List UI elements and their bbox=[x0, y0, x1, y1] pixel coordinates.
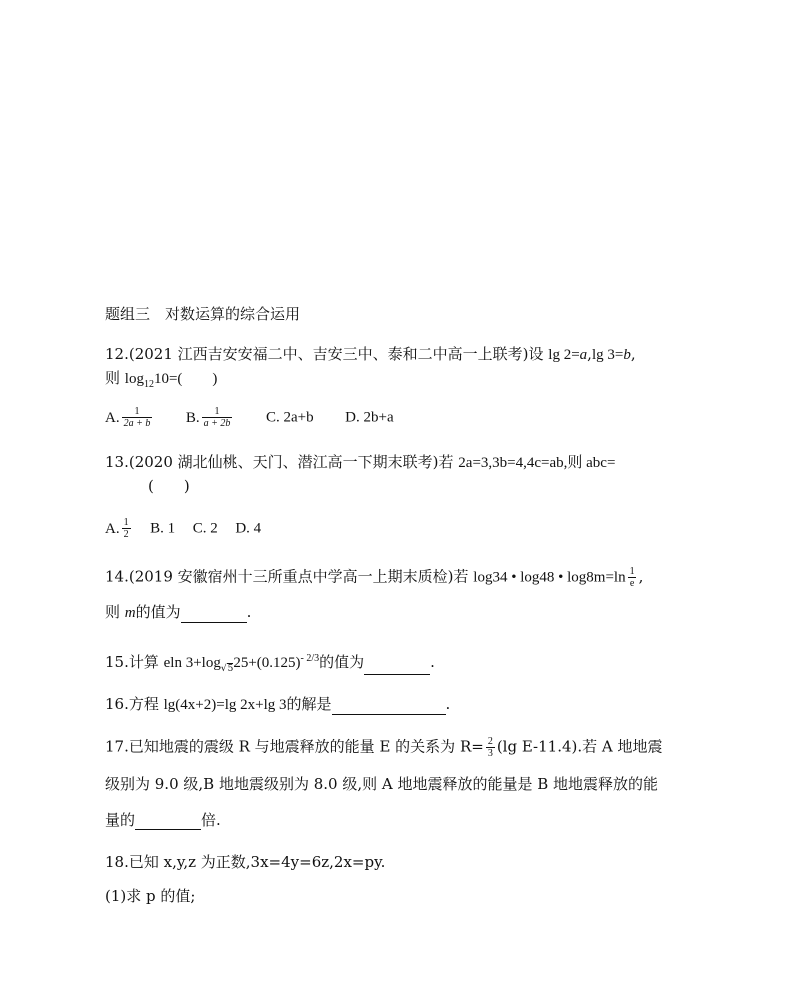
q17-line2: 级别为 9.0 级,B 地地震级别为 8.0 级,则 A 地地震释放的能量是 B 地地震释放的能 bbox=[105, 775, 659, 793]
q15-expr2: 25+(0.125) bbox=[233, 655, 301, 671]
q12-option-a[interactable] bbox=[105, 406, 159, 429]
q12-arg: 10=( ) bbox=[153, 371, 218, 387]
q14-line2-prefix: 则 bbox=[105, 603, 125, 621]
q14-frac-num: 1 bbox=[629, 566, 635, 577]
q12-log: log bbox=[124, 371, 144, 387]
q12-option-a-label: A. bbox=[105, 409, 120, 426]
question-13-options bbox=[105, 517, 261, 540]
q12-lg2: lg 2= bbox=[548, 347, 580, 363]
section-title: 题组三 对数运算的综合运用 bbox=[105, 305, 301, 323]
q17-answer-blank[interactable] bbox=[135, 813, 201, 830]
question-16 bbox=[105, 694, 450, 715]
q13-option-a-fraction bbox=[122, 517, 131, 540]
q13-equation: 2a=3,3b=4,4c=ab,则 abc= bbox=[458, 455, 616, 471]
q12-end: , bbox=[630, 345, 636, 363]
q16-expression: lg(4x+2)=lg 2x+lg 3 bbox=[163, 697, 287, 713]
q13-option-d[interactable]: D. 4 bbox=[235, 520, 262, 537]
q15-answer-blank[interactable] bbox=[364, 658, 430, 675]
q12-a: a bbox=[579, 347, 588, 363]
q14-frac-den: e bbox=[629, 578, 635, 589]
question-12-line1 bbox=[105, 344, 636, 365]
q13-paren: ( ) bbox=[148, 477, 190, 495]
question-17-line2 bbox=[105, 774, 658, 794]
q15-expr1: eln 3+log bbox=[163, 655, 221, 671]
q12-option-b-num: 1 bbox=[214, 406, 220, 417]
q17-line1-b: (lg E-11.4).若 A 地地震 bbox=[496, 737, 663, 756]
q13-prefix: 13.(2020 湖北仙桃、天门、潜江高一下期末联考)若 bbox=[105, 453, 459, 471]
q15-prefix: 15.计算 bbox=[105, 653, 164, 671]
q13-option-a-label: A. bbox=[105, 520, 120, 537]
question-14-line2 bbox=[105, 602, 251, 623]
question-17-line3 bbox=[105, 810, 221, 830]
q12-option-a-num: 1 bbox=[134, 406, 140, 417]
q12-prefix: 12.(2021 江西吉安安福二中、吉安三中、泰和二中高一上联考)设 bbox=[105, 345, 549, 363]
q12-option-b[interactable] bbox=[185, 406, 239, 429]
q15-dot: . bbox=[430, 653, 435, 671]
q18-line2: (1)求 p 的值; bbox=[105, 887, 196, 905]
q13-option-a-den: 2 bbox=[123, 529, 129, 540]
question-18-line2 bbox=[105, 886, 195, 906]
question-17-line1 bbox=[105, 736, 663, 759]
q13-option-c[interactable]: C. 2 bbox=[192, 520, 218, 537]
question-18-line1 bbox=[105, 852, 385, 872]
q14-line2-suffix: 的值为 bbox=[135, 603, 181, 621]
q13-option-b[interactable]: B. 1 bbox=[150, 520, 176, 537]
question-13-line1 bbox=[105, 452, 615, 473]
q14-expression: log34 • log48 • log8m=ln bbox=[473, 569, 626, 586]
q12-comma: , bbox=[587, 345, 592, 363]
q12-option-b-fraction bbox=[202, 406, 233, 429]
question-12-line2 bbox=[105, 368, 217, 391]
q17-frac-num: 2 bbox=[487, 736, 493, 747]
question-13-line2 bbox=[148, 476, 190, 496]
question-12-options bbox=[105, 406, 394, 429]
q16-prefix: 16.方程 bbox=[105, 695, 164, 713]
question-14-line1 bbox=[105, 566, 643, 589]
q16-answer-blank[interactable] bbox=[332, 698, 446, 715]
q17-frac-den: 3 bbox=[487, 748, 493, 759]
q16-suffix: 的解是 bbox=[286, 695, 332, 713]
q12-option-a-den: 2a + b bbox=[123, 418, 151, 429]
q13-option-a-num: 1 bbox=[123, 517, 129, 528]
q14-dot: . bbox=[246, 603, 252, 621]
q14-fraction bbox=[628, 566, 637, 589]
q18-line1: 18.已知 x,y,z 为正数,3x=4y=6z,2x=py. bbox=[105, 853, 386, 871]
q12-option-b-label: B. bbox=[185, 409, 200, 426]
q17-line3-prefix: 量的 bbox=[105, 811, 136, 829]
q12-option-c[interactable]: C. 2a+b bbox=[265, 409, 314, 426]
q12-option-d[interactable]: D. 2b+a bbox=[345, 409, 394, 426]
q14-prefix: 14.(2019 安徽宿州十三所重点中学高一上期末质检)若 bbox=[105, 567, 474, 586]
q14-end: , bbox=[638, 567, 644, 586]
q12-option-b-den: a + 2b bbox=[203, 418, 231, 429]
q17-line1: 17.已知地震的震级 R 与地震释放的能量 E 的关系为 R= bbox=[105, 737, 484, 756]
question-15 bbox=[105, 652, 435, 675]
q15-exponent: - 2/3 bbox=[300, 653, 320, 664]
q12-b: b bbox=[623, 347, 631, 363]
q16-dot: . bbox=[445, 695, 451, 713]
q12-base: 12 bbox=[143, 379, 154, 390]
q17-line3-suffix: 倍. bbox=[201, 811, 221, 829]
q15-sqrt5: √5 bbox=[220, 664, 234, 674]
q14-m: m bbox=[124, 605, 136, 621]
q14-answer-blank[interactable] bbox=[181, 606, 247, 623]
q12-option-a-fraction bbox=[122, 406, 153, 429]
q15-suffix: 的值为 bbox=[319, 653, 365, 671]
q13-option-a[interactable] bbox=[105, 517, 137, 540]
q17-fraction bbox=[486, 736, 495, 759]
q12-lg3: lg 3= bbox=[591, 347, 624, 363]
q12-line2-prefix: 则 bbox=[105, 369, 125, 387]
